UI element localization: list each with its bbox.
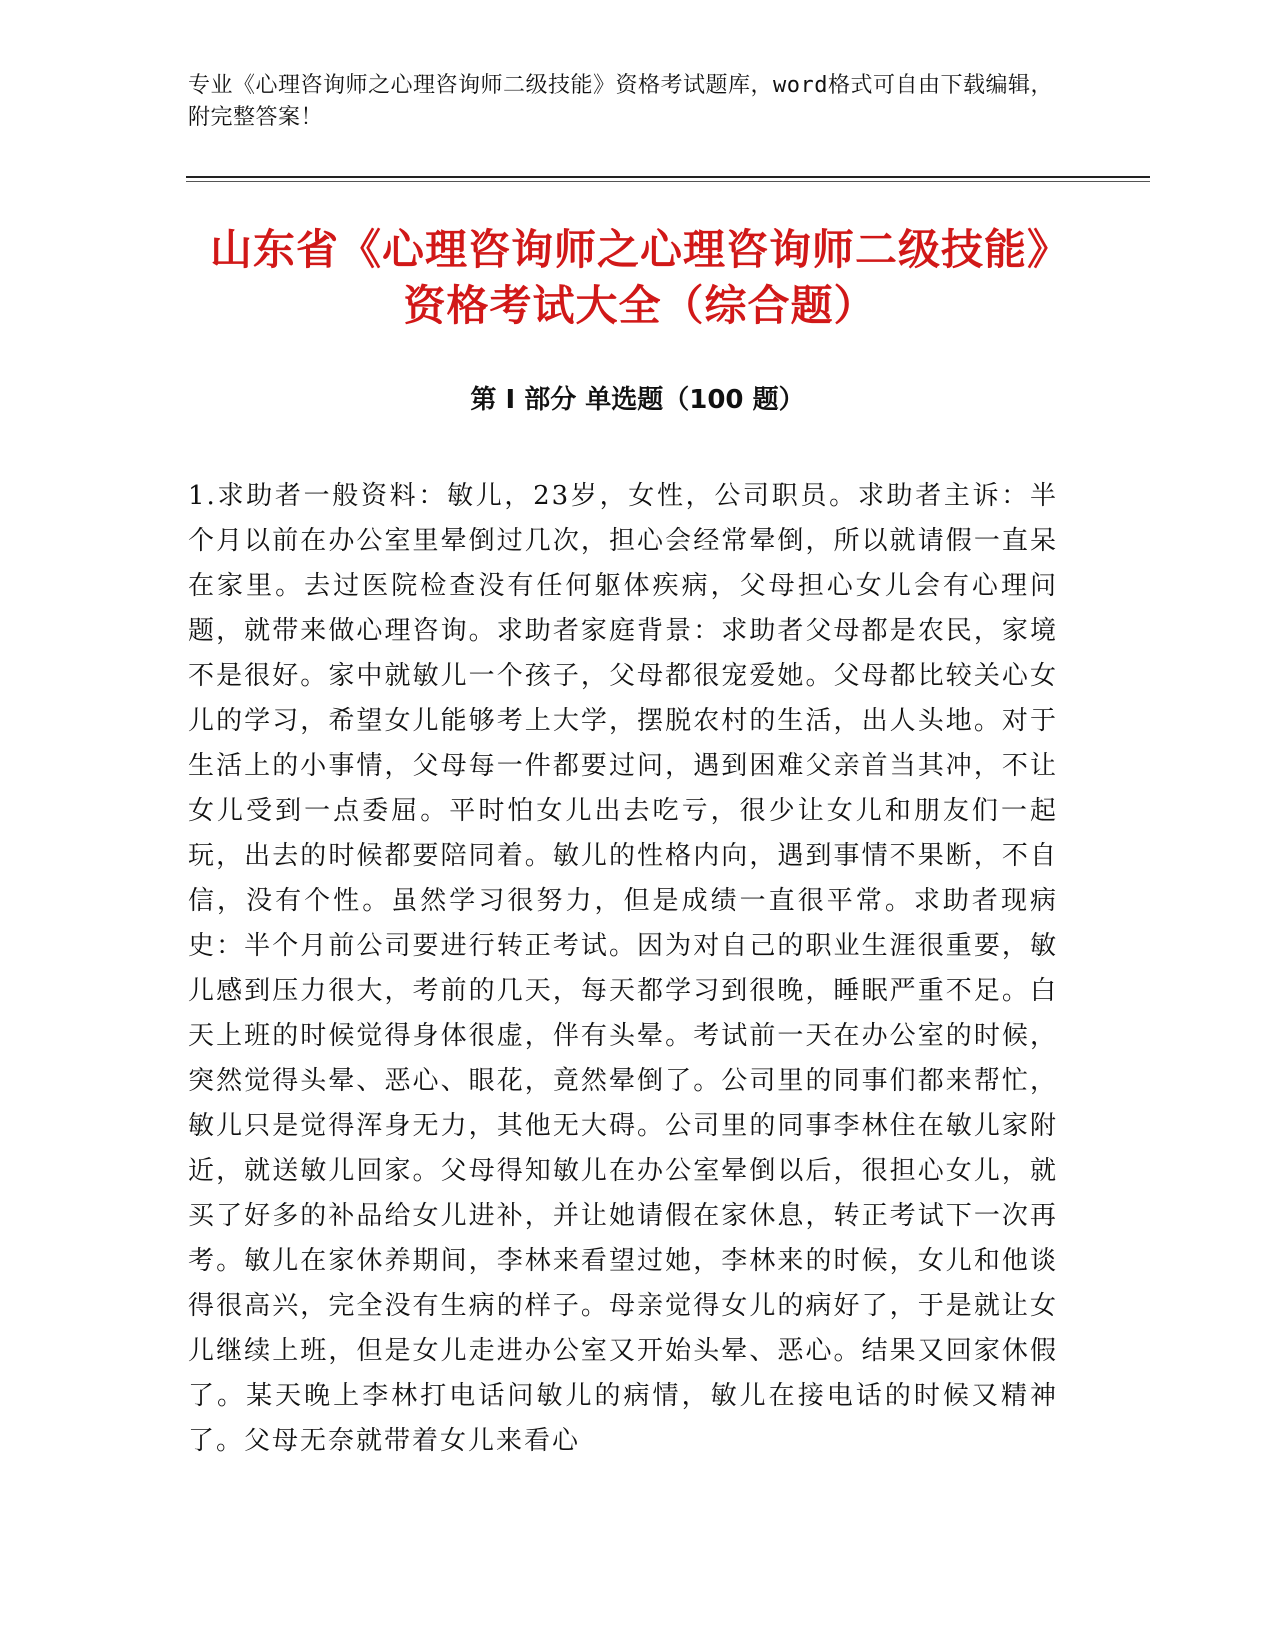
question-1-text: 1.求助者一般资料：敏儿，23岁，女性，公司职员。求助者主诉：半个月以前在办公室里晕倒过几次，担心会经常晕倒，所以就请假一直呆在家里。去过医院检查没有任何躯体疾病，父母担心女儿会有心理问题，就带来做心理咨询。求助者家庭背景：求助者父母都是农民，家境不是很好。家中就敏儿一个孩子，父母都很宠爱她。父母都比较关心女儿的学习，希望女儿能够考上大学，摆脱农村的生活，出人头地。对于生活上的小事情，父母每一件都要过问，遇到困难父亲首当其冲，不让女儿受到一点委屈。平时怕女儿出去吃亏，很少让女儿和朋友们一起玩，出去的时候都要陪同着。敏儿的性格内向，遇到事情不果断，不自信，没有个性。虽然学习很努力，但是成绩一直很平常。求助者现病史：半个月前公司要进行转正考试。因为对自己的职业生涯很重要，敏儿感到压力很大，考前的几天，每天都学习到很晚，睡眠严重不足。白天上班的时候觉得身体很虚，伴有头晕。考试前一天在办公室的时候，突然觉得头晕、恶心、眼花，竟然晕倒了。公司里的同事们都来帮忙，敏儿只是觉得浑身无力，其他无大碍。公司里的同事李林住在敏儿家附近，就送敏儿回家。父母得知敏儿在办公室晕倒以后，很担心女儿，就买了好多的补品给女儿进补，并让她请假在家休息，转正考试下一次再考。敏儿在家休养期间，李林来看望过她，李林来的时候，女儿和他谈得很高兴，完全没有生病的样子。母亲觉得女儿的病好了，于是就让女儿继续上班，但是女儿走进办公室又开始头晕、恶心。结果又回家休假了。某天晚上李林打电话问敏儿的病情，敏儿在接电话的时候又精神了。父母无奈就带着女儿来看心	[188, 481, 1058, 1456]
header-divider-thick	[186, 176, 1150, 178]
document-title: 山东省《心理咨询师之心理咨询师二级技能》资格考试大全（综合题）	[209, 225, 1070, 330]
header-note: 专业《心理咨询师之心理咨询师二级技能》资格考试题库，word格式可自由下载编辑，附完整答案！	[188, 73, 1053, 130]
section-heading: 第 I 部分 单选题（100 题）	[470, 385, 805, 415]
header-divider-thin	[186, 181, 1150, 182]
